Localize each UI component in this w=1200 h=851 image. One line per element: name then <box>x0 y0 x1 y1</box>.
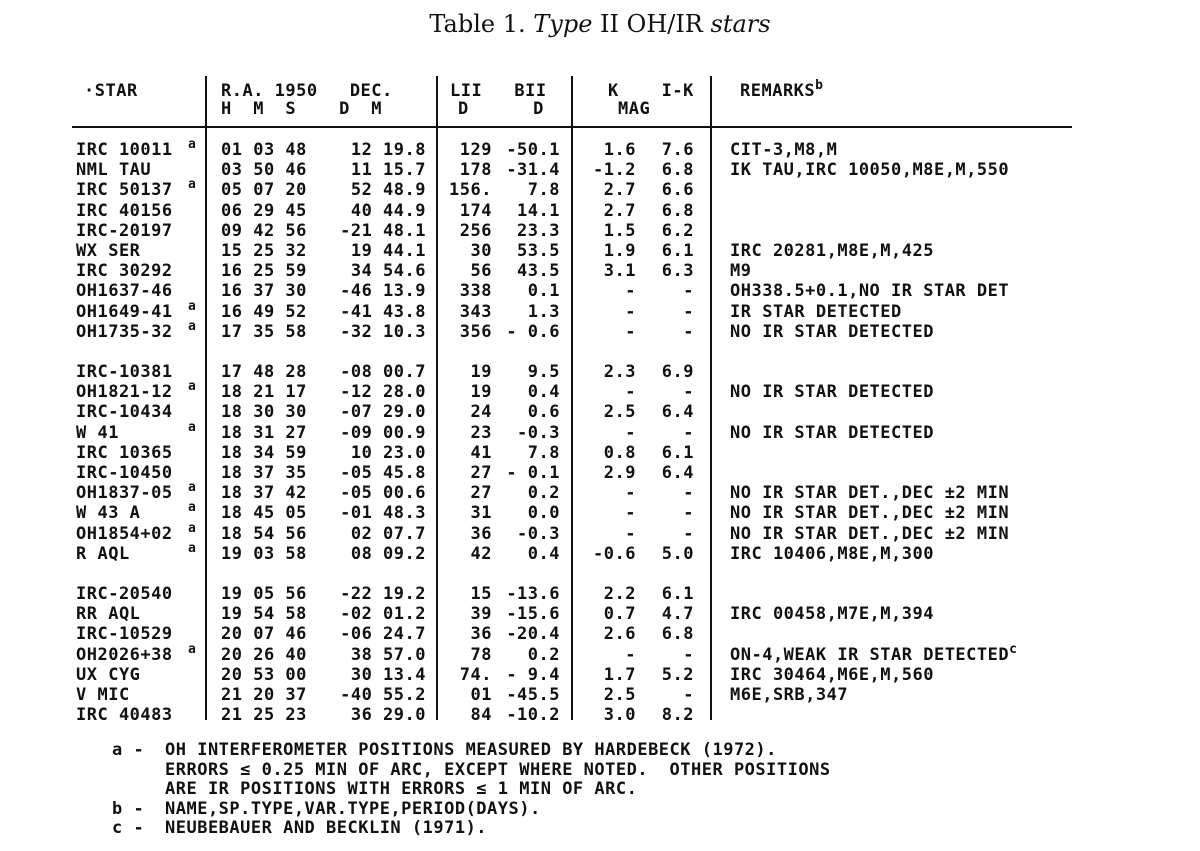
cell-dec: -12 28.0 <box>340 382 426 403</box>
cell-k: 0.8 <box>603 442 636 463</box>
cell-k: - <box>625 503 636 524</box>
cell-lii: 36 <box>470 624 492 645</box>
cell-ra: 19 05 56 <box>221 584 307 604</box>
cell-k: - <box>625 422 636 443</box>
cell-remarks: IRC 30464,M6E,M,560 <box>730 664 934 685</box>
cell-bii: 0.4 <box>527 382 560 403</box>
cell-bii: - 0.1 <box>506 463 560 483</box>
cell-ik: - <box>683 483 694 504</box>
table-title <box>0 10 1200 38</box>
header-remarks <box>740 78 824 102</box>
cell-bii: 53.5 <box>517 241 560 261</box>
cell-ik: 6.4 <box>661 402 694 423</box>
cell-remarks: NO IR STAR DET.,DEC ±2 MIN <box>730 483 1010 504</box>
cell-remarks: NO IR STAR DETECTED <box>730 321 934 342</box>
cell-lii: 24 <box>470 402 492 423</box>
cell-lii: 36 <box>470 523 492 544</box>
cell-star: WX SER <box>76 241 141 261</box>
cell-ra: 16 49 52 <box>221 301 307 322</box>
cell-ik: 6.8 <box>661 200 694 221</box>
cell-ik: 5.2 <box>661 664 694 685</box>
cell-lii: 78 <box>470 644 492 665</box>
cell-dec: 08 09.2 <box>350 543 426 564</box>
table-row <box>0 177 1200 201</box>
cell-k: 2.2 <box>603 584 636 604</box>
cell-remarks: M9 <box>730 261 752 282</box>
cell-remarks: OH338.5+0.1,NO IR STAR DET <box>730 281 1010 302</box>
cell-ik: 6.1 <box>661 584 694 604</box>
cell-ik: - <box>683 523 694 544</box>
cell-bii: -13.6 <box>506 584 560 604</box>
cell-dec: 40 44.9 <box>350 200 426 221</box>
cell-k: - <box>625 644 636 665</box>
cell-k: - <box>625 281 636 302</box>
cell-dec: -32 10.3 <box>340 321 426 342</box>
cell-lii: 56 <box>470 261 492 282</box>
cell-star-note: a <box>188 540 197 556</box>
cell-star: OH1649-41 <box>76 301 173 322</box>
cell-ik: - <box>683 382 694 403</box>
table-row <box>0 665 1200 685</box>
cell-ik: - <box>683 422 694 443</box>
cell-star: IRC 40156 <box>76 200 173 221</box>
cell-k: - <box>625 321 636 342</box>
table-row <box>0 221 1200 241</box>
cell-bii: -50.1 <box>506 140 560 160</box>
cell-lii: 74. <box>459 664 492 685</box>
cell-ik: - <box>683 281 694 302</box>
footnote-mark: c - <box>112 818 145 838</box>
cell-ik: 6.6 <box>661 180 694 201</box>
cell-ra: 18 34 59 <box>221 442 307 463</box>
table-row <box>0 379 1200 403</box>
cell-lii: 156. <box>449 180 492 201</box>
table-row <box>0 318 1200 342</box>
table-row <box>0 604 1200 624</box>
footnote-line: NAME,SP.TYPE,VAR.TYPE,PERIOD(DAYS). <box>165 798 541 819</box>
cell-bii: -31.4 <box>506 160 560 181</box>
cell-lii: 39 <box>470 604 492 625</box>
cell-ra: 01 03 48 <box>221 140 307 160</box>
cell-ra: 19 54 58 <box>221 604 307 625</box>
cell-lii: 01 <box>470 685 492 705</box>
cell-lii: 27 <box>470 483 492 504</box>
cell-bii: 7.8 <box>527 180 560 201</box>
cell-k: 3.0 <box>603 705 636 726</box>
cell-remarks: NO IR STAR DET.,DEC ±2 MIN <box>730 503 1010 524</box>
cell-ra: 17 35 58 <box>221 321 307 342</box>
table-row <box>0 160 1200 180</box>
cell-lii: 42 <box>470 543 492 564</box>
cell-remarks: NO IR STAR DETECTED <box>730 382 934 403</box>
cell-star-note: a <box>188 480 197 496</box>
cell-ik: 6.2 <box>661 220 694 241</box>
cell-k: 1.6 <box>603 140 636 160</box>
header-mag-top: K I-K <box>608 81 694 101</box>
cell-star: OH1837-05 <box>76 483 173 504</box>
table-row <box>0 281 1200 301</box>
cell-dec: -22 19.2 <box>340 584 426 604</box>
cell-star: IRC 10365 <box>76 442 173 463</box>
cell-dec: 12 19.8 <box>350 140 426 160</box>
cell-dec: -05 45.8 <box>340 463 426 483</box>
cell-star-note: a <box>188 137 197 152</box>
cell-ra: 16 37 30 <box>221 281 307 302</box>
cell-k: -1.2 <box>593 160 636 181</box>
cell-ik: 6.8 <box>661 160 694 181</box>
cell-ra: 03 50 46 <box>221 160 307 181</box>
table-row <box>0 520 1200 544</box>
cell-remarks: CIT-3,M8,M <box>730 140 838 160</box>
cell-star-note: a <box>188 379 197 395</box>
cell-star: IRC 30292 <box>76 261 173 282</box>
cell-ik: 4.7 <box>661 604 694 625</box>
header-ra-dec-bottom: H M S D M <box>221 99 383 119</box>
table-row <box>0 540 1200 564</box>
cell-star: W 43 A <box>76 503 141 524</box>
cell-lii: 31 <box>470 503 492 524</box>
cell-k: 2.7 <box>603 200 636 221</box>
cell-bii: 0.2 <box>527 483 560 504</box>
cell-bii: - 9.4 <box>506 664 560 685</box>
cell-ik: - <box>683 685 694 705</box>
cell-dec: 11 15.7 <box>350 160 426 181</box>
cell-dec: -02 01.2 <box>340 604 426 625</box>
cell-star: OH1735-32 <box>76 321 173 342</box>
cell-star: W 41 <box>76 422 119 443</box>
cell-ra: 15 25 32 <box>221 241 307 261</box>
footnote-line: ARE IR POSITIONS WITH ERRORS ≤ 1 MIN OF ARC. <box>165 779 638 799</box>
cell-k: - <box>625 483 636 504</box>
cell-bii: -45.5 <box>506 685 560 705</box>
title-italic-type: Type <box>533 10 593 38</box>
cell-ra: 18 37 42 <box>221 483 307 504</box>
cell-ra: 17 48 28 <box>221 362 307 382</box>
cell-lii: 23 <box>470 422 492 443</box>
table-row <box>0 500 1200 524</box>
cell-dec: -06 24.7 <box>340 624 426 645</box>
cell-remarks: M6E,SRB,347 <box>730 685 849 705</box>
cell-ra: 19 03 58 <box>221 543 307 564</box>
cell-star-note: a <box>188 419 197 435</box>
cell-dec: 02 07.7 <box>350 523 426 544</box>
cell-lii: 84 <box>470 705 492 726</box>
cell-star-note: a <box>188 177 197 193</box>
cell-bii: - 0.6 <box>506 321 560 342</box>
cell-star: IRC-20197 <box>76 220 173 241</box>
cell-bii: 0.6 <box>527 402 560 423</box>
cell-bii: -0.3 <box>517 422 560 443</box>
footnote-line: OH INTERFEROMETER POSITIONS MEASURED BY HARDEBECK (1972). <box>165 740 777 760</box>
cell-star: OH1821-12 <box>76 382 173 403</box>
cell-ra: 18 31 27 <box>221 422 307 443</box>
cell-star-note: a <box>188 520 197 536</box>
cell-remarks: NO IR STAR DETECTED <box>730 422 934 443</box>
cell-remarks: ON-4,WEAK IR STAR DETECTED$^c$ <box>730 641 1018 665</box>
cell-ra: 09 42 56 <box>221 220 307 241</box>
cell-ra: 05 07 20 <box>221 180 307 201</box>
cell-ra: 18 21 17 <box>221 382 307 403</box>
cell-remarks-note: c <box>1009 641 1018 657</box>
cell-k: 2.6 <box>603 624 636 645</box>
cell-ik: 6.8 <box>661 624 694 645</box>
cell-ra: 18 45 05 <box>221 503 307 524</box>
title-italic-stars: stars <box>710 10 771 38</box>
cell-star: OH1854+02 <box>76 523 173 544</box>
cell-dec: -08 00.7 <box>340 362 426 382</box>
table-row <box>0 241 1200 261</box>
header-star: ·STAR <box>84 81 138 101</box>
table-row <box>0 261 1200 281</box>
header-gal-top: LII BII <box>450 81 547 101</box>
cell-dec: -41 43.8 <box>340 301 426 322</box>
cell-bii: 0.4 <box>527 543 560 564</box>
cell-star: IRC 40483 <box>76 705 173 726</box>
cell-ik: - <box>683 503 694 524</box>
cell-star: NML TAU <box>76 160 152 181</box>
cell-dec: 36 29.0 <box>350 705 426 726</box>
header-mag-bottom: MAG <box>618 99 651 119</box>
cell-remarks: IRC 00458,M7E,M,394 <box>730 604 934 625</box>
cell-k: 2.9 <box>603 463 636 483</box>
table-row <box>0 641 1200 665</box>
cell-star: IRC 10011 <box>76 140 173 160</box>
cell-ra: 06 29 45 <box>221 200 307 221</box>
cell-star: IRC 50137 <box>76 180 173 201</box>
table-row <box>0 624 1200 644</box>
cell-bii: 7.8 <box>527 442 560 463</box>
cell-k: 0.7 <box>603 604 636 625</box>
cell-star-note: a <box>188 318 197 334</box>
cell-dec: 52 48.9 <box>350 180 426 201</box>
header-ra-dec-top: R.A. 1950 DEC. <box>221 81 393 101</box>
footnote-line: NEUBEBAUER AND BECKLIN (1971). <box>165 818 488 838</box>
cell-lii: 129 <box>459 140 492 160</box>
cell-star: IRC-10434 <box>76 402 173 423</box>
cell-star-note: a <box>188 641 197 657</box>
title-middle: II OH/IR <box>600 10 703 38</box>
cell-lii: 343 <box>459 301 492 322</box>
cell-dec: 10 23.0 <box>350 442 426 463</box>
cell-remarks: IK TAU,IRC 10050,M8E,M,550 <box>730 160 1010 181</box>
cell-k: 1.9 <box>603 241 636 261</box>
cell-ik: 6.1 <box>661 442 694 463</box>
table-row <box>0 463 1200 483</box>
cell-dec: -05 00.6 <box>340 483 426 504</box>
cell-bii: 0.0 <box>527 503 560 524</box>
cell-lii: 338 <box>459 281 492 302</box>
cell-lii: 256 <box>459 220 492 241</box>
table-row <box>0 705 1200 725</box>
cell-star: OH1637-46 <box>76 281 173 302</box>
header-remarks-sup: b <box>815 78 824 93</box>
cell-star: IRC-10529 <box>76 624 173 645</box>
cell-ik: 6.4 <box>661 463 694 483</box>
cell-ik: 5.0 <box>661 543 694 564</box>
cell-k: - <box>625 523 636 544</box>
cell-ik: 8.2 <box>661 705 694 726</box>
cell-bii: -10.2 <box>506 705 560 726</box>
cell-dec: -21 48.1 <box>340 220 426 241</box>
cell-k: -0.6 <box>593 543 636 564</box>
cell-bii: 1.3 <box>527 301 560 322</box>
cell-dec: -09 00.9 <box>340 422 426 443</box>
table-row <box>0 480 1200 504</box>
cell-lii: 178 <box>459 160 492 181</box>
cell-star: UX CYG <box>76 664 141 685</box>
cell-star: IRC-20540 <box>76 584 173 604</box>
cell-ra: 20 53 00 <box>221 664 307 685</box>
cell-bii: 0.1 <box>527 281 560 302</box>
table-row <box>0 685 1200 705</box>
cell-ra: 18 37 35 <box>221 463 307 483</box>
cell-dec: -01 48.3 <box>340 503 426 524</box>
cell-lii: 356 <box>459 321 492 342</box>
cell-star-note: a <box>188 500 197 516</box>
cell-star-note: a <box>188 298 197 314</box>
cell-ik: 6.1 <box>661 241 694 261</box>
title-prefix: Table 1. <box>429 10 526 38</box>
cell-bii: 9.5 <box>527 362 560 382</box>
cell-star: R AQL <box>76 543 130 564</box>
cell-star: RR AQL <box>76 604 141 625</box>
cell-star: IRC-10450 <box>76 463 173 483</box>
header-gal-bottom: D D <box>458 99 544 119</box>
cell-remarks: IRC 10406,M8E,M,300 <box>730 543 934 564</box>
cell-ik: 6.3 <box>661 261 694 282</box>
table-row <box>0 402 1200 422</box>
cell-k: 2.7 <box>603 180 636 201</box>
cell-dec: 30 13.4 <box>350 664 426 685</box>
cell-lii: 15 <box>470 584 492 604</box>
cell-dec: -40 55.2 <box>340 685 426 705</box>
cell-ik: - <box>683 301 694 322</box>
cell-k: 2.3 <box>603 362 636 382</box>
cell-dec: 19 44.1 <box>350 241 426 261</box>
cell-k: 1.5 <box>603 220 636 241</box>
cell-bii: -15.6 <box>506 604 560 625</box>
cell-star: OH2026+38 <box>76 644 173 665</box>
cell-ra: 16 25 59 <box>221 261 307 282</box>
table-row <box>0 362 1200 382</box>
cell-ik: 6.9 <box>661 362 694 382</box>
cell-ra: 18 54 56 <box>221 523 307 544</box>
table-row <box>0 584 1200 604</box>
cell-ik: - <box>683 644 694 665</box>
table-row <box>0 137 1200 160</box>
cell-bii: 14.1 <box>517 200 560 221</box>
cell-lii: 174 <box>459 200 492 221</box>
cell-k: - <box>625 301 636 322</box>
footnote-mark: b - <box>112 798 145 819</box>
table-row <box>0 298 1200 322</box>
cell-ra: 21 20 37 <box>221 685 307 705</box>
cell-k: 2.5 <box>603 402 636 423</box>
cell-star: V MIC <box>76 685 130 705</box>
cell-lii: 27 <box>470 463 492 483</box>
cell-bii: -0.3 <box>517 523 560 544</box>
cell-bii: 43.5 <box>517 261 560 282</box>
table-row <box>0 419 1200 443</box>
cell-ik: 7.6 <box>661 140 694 160</box>
cell-k: 3.1 <box>603 261 636 282</box>
cell-lii: 19 <box>470 382 492 403</box>
cell-dec: 34 54.6 <box>350 261 426 282</box>
cell-ra: 20 26 40 <box>221 644 307 665</box>
cell-remarks: NO IR STAR DET.,DEC ±2 MIN <box>730 523 1010 544</box>
cell-remarks: IR STAR DETECTED <box>730 301 902 322</box>
cell-dec: -07 29.0 <box>340 402 426 423</box>
cell-lii: 19 <box>470 362 492 382</box>
footnote-mark: a - <box>112 740 145 760</box>
footnote-line: ERRORS ≤ 0.25 MIN OF ARC, EXCEPT WHERE NOTED. OTHER POSITIONS <box>165 759 831 780</box>
cell-lii: 30 <box>470 241 492 261</box>
cell-ik: - <box>683 321 694 342</box>
table-row <box>0 201 1200 221</box>
cell-remarks: IRC 20281,M8E,M,425 <box>730 241 934 261</box>
header-remarks-label: REMARKS <box>740 81 816 101</box>
cell-dec: -46 13.9 <box>340 281 426 302</box>
cell-bii: 23.3 <box>517 220 560 241</box>
cell-lii: 41 <box>470 442 492 463</box>
cell-star: IRC-10381 <box>76 362 173 382</box>
cell-k: 1.7 <box>603 664 636 685</box>
cell-ra: 18 30 30 <box>221 402 307 423</box>
cell-bii: 0.2 <box>527 644 560 665</box>
table-row <box>0 443 1200 463</box>
cell-bii: -20.4 <box>506 624 560 645</box>
cell-ra: 20 07 46 <box>221 624 307 645</box>
cell-dec: 38 57.0 <box>350 644 426 665</box>
cell-ra: 21 25 23 <box>221 705 307 726</box>
cell-k: 2.5 <box>603 685 636 705</box>
cell-k: - <box>625 382 636 403</box>
